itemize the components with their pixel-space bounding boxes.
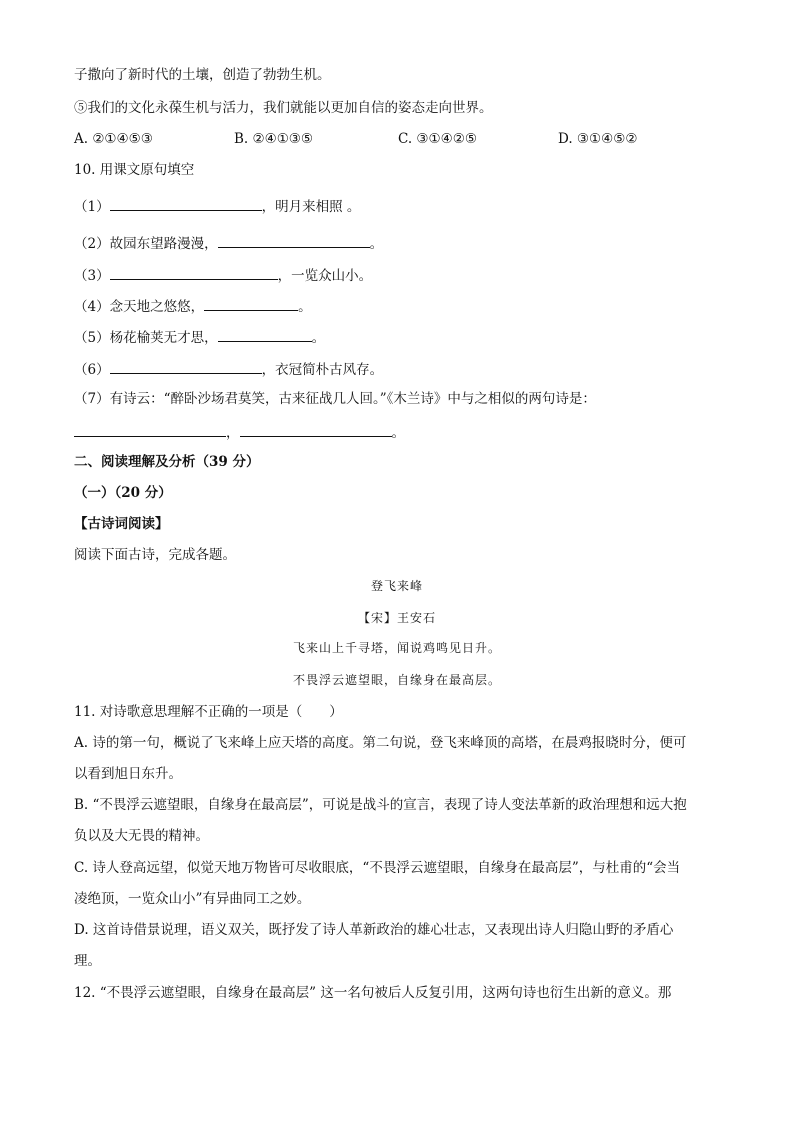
q10-item-num: （4）	[74, 299, 110, 315]
poem-title: 登飞来峰	[370, 579, 423, 593]
q10-item-3	[74, 265, 372, 285]
q10-item-text: 念天地之悠悠，	[109, 299, 205, 315]
option-text: D. 这首诗借景说理，语义双关，既抒发了诗人革新政治的雄心壮志，又表现出诗人归隐山野的矛盾心	[74, 922, 674, 938]
q9-option-b: B. ②④①③⑤	[234, 131, 314, 147]
q10-item-7-answer-line	[74, 422, 405, 442]
answer-blank[interactable]	[110, 265, 278, 280]
q10-item-text: 故园东望路漫漫，	[109, 236, 218, 252]
option-text: 负以及大无畏的精神。	[74, 828, 209, 844]
q9-option-a: A. ②①④⑤③	[74, 131, 153, 147]
option-text: 凌绝顶，一览众山小”有异曲同工之妙。	[74, 891, 311, 907]
option-text: 理。	[74, 953, 101, 969]
answer-blank[interactable]	[110, 196, 262, 211]
q10-item-4	[74, 296, 312, 316]
q10-item-num: （7）	[74, 391, 110, 407]
q10-item-num: （3）	[74, 268, 110, 284]
q12-stem: 12. “不畏浮云遮望眼，自缘身在最高层” 这一名句被后人反复引用，这两句诗也衍生出新的意义。那	[74, 985, 672, 1001]
end-mark: 。	[391, 425, 405, 441]
q9-option-d: D. ③①④⑤②	[558, 131, 638, 147]
intro-line-2: ⑤我们的文化永葆生机与活力，我们就能以更加自信的姿态走向世界。	[74, 100, 493, 116]
answer-blank[interactable]	[218, 233, 370, 248]
poem-line-1: 飞来山上千寻塔，闻说鸡鸣见日升。	[292, 641, 501, 655]
q10-item-text: 。	[298, 299, 312, 315]
answer-blank[interactable]	[204, 296, 298, 311]
q10-title: 10. 用课文原句填空	[74, 162, 195, 178]
section-subheading: （一）（20 分）	[74, 485, 172, 501]
intro-line-1: 子撒向了新时代的土壤，创造了勃勃生机。	[74, 67, 331, 83]
q10-item-6	[74, 359, 383, 379]
option-text: C. 诗人登高远望，似觉天地万物皆可尽收眼底，“不畏浮云遮望眼，自缘身在最高层”，与杜甫的“会当	[74, 860, 681, 876]
q10-item-text: 杨花榆荚无才思，	[109, 330, 218, 346]
q10-item-text: 有诗云：“醉卧沙场君莫笑，古来征战几人回。”《木兰诗》中与之相似的两句诗是：	[109, 391, 596, 407]
q10-item-text: 。	[369, 236, 384, 252]
separator: ，	[226, 425, 240, 441]
section-heading: 二、阅读理解及分析（39 分）	[74, 454, 260, 470]
answer-blank[interactable]	[240, 422, 392, 437]
q10-item-7	[74, 390, 596, 408]
q10-item-text: ，衣冠简朴古风存。	[261, 362, 384, 378]
poem-line-2: 不畏浮云遮望眼，自缘身在最高层。	[292, 673, 501, 687]
q10-item-text: ，明月来相照 。	[261, 199, 361, 215]
option-text: 以看到旭日东升。	[74, 766, 182, 782]
instruction: 阅读下面古诗，完成各题。	[74, 547, 236, 563]
q9-option-c: C. ③①④②⑤	[398, 131, 477, 147]
q10-item-text: 。	[311, 330, 326, 346]
q10-item-2	[74, 233, 383, 253]
q10-item-5	[74, 327, 325, 347]
q10-item-num: （5）	[74, 330, 110, 346]
answer-blank[interactable]	[218, 327, 312, 342]
poem-author: 【宋】王安石	[357, 611, 436, 625]
q11-stem: 11. 对诗歌意思理解不正确的一项是（ ）	[74, 704, 343, 720]
q10-item-1	[74, 196, 360, 216]
q10-item-text: ，一览众山小。	[277, 268, 373, 284]
q10-item-num: （6）	[74, 362, 110, 378]
option-text: A. 诗的第一句，概说了飞来峰上应天塔的高度。第二句说，登飞来峰顶的高塔，在晨鸡报晓时分，便可	[74, 735, 687, 751]
section-label: 【古诗词阅读】	[74, 516, 169, 532]
q10-item-num: （2）	[74, 236, 110, 252]
answer-blank[interactable]	[110, 359, 262, 374]
q10-item-num: （1）	[74, 199, 110, 215]
option-text: B. “不畏浮云遮望眼，自缘身在最高层”，可说是战斗的宣言，表现了诗人变法革新的政治理想和远大抱	[74, 797, 687, 813]
answer-blank[interactable]	[74, 422, 226, 437]
